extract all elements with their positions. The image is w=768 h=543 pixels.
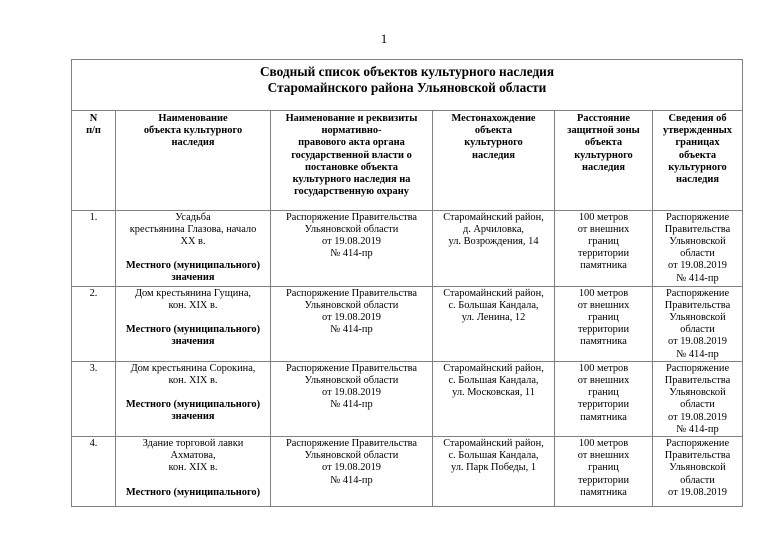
- legal-act-line: Распоряжение Правительства: [285, 362, 418, 374]
- location-line: с. Большая Кандала,: [448, 450, 539, 462]
- table-body: [72, 210, 743, 506]
- column-header-line: объекта: [678, 149, 717, 161]
- protection-distance-line: территории: [577, 474, 630, 486]
- boundaries-info-line: от 19.08.2019: [668, 336, 727, 348]
- legal-act-line: от 19.08.2019: [322, 311, 381, 323]
- document-title: [72, 60, 742, 111]
- location-line: ул. Возрождения, 14: [448, 235, 539, 247]
- boundaries-info-cell: [653, 361, 743, 436]
- column-header-line: наследия: [582, 161, 625, 173]
- legal-act-line: от 19.08.2019: [322, 462, 381, 474]
- protection-distance-line: от внешних: [577, 374, 630, 386]
- boundaries-info-line: Распоряжение: [665, 211, 730, 223]
- row-number: 2.: [72, 286, 116, 361]
- significance-line: значения: [171, 411, 215, 423]
- object-name-cell: [116, 286, 271, 361]
- boundaries-info-line: № 414-пр: [676, 423, 719, 435]
- location-line: с. Большая Кандала,: [448, 299, 539, 311]
- column-header-line: культурного: [668, 161, 727, 173]
- legal-act-line: от 19.08.2019: [322, 387, 381, 399]
- boundaries-info-line: Правительства: [664, 450, 731, 462]
- column-header-line: Наименование: [158, 113, 228, 124]
- location-cell: [433, 286, 555, 361]
- protection-distance-line: границ: [588, 235, 619, 247]
- object-name-cell: [116, 436, 271, 506]
- protection-distance-line: памятника: [580, 486, 627, 498]
- table-row: [72, 286, 743, 361]
- column-header-line: государственную охрану: [294, 186, 409, 198]
- protection-distance-line: 100 метров: [578, 287, 629, 299]
- column-header-line: утвержденных: [663, 125, 732, 137]
- protection-distance-line: границ: [588, 462, 619, 474]
- significance-line: значения: [171, 272, 215, 284]
- legal-act-cell: [271, 361, 433, 436]
- column-header-line: наследия: [171, 137, 215, 149]
- boundaries-info-line: Правительства: [664, 223, 731, 235]
- legal-act-line: № 414-пр: [330, 399, 373, 411]
- protection-distance-line: памятника: [580, 336, 627, 348]
- significance-label: [118, 324, 268, 348]
- column-header-line: объекта культурного: [143, 125, 243, 137]
- object-name-line: Ахматова,: [170, 450, 216, 462]
- boundaries-info-line: Распоряжение: [665, 437, 730, 449]
- object-name-line: кон. XIX в.: [168, 462, 218, 474]
- row-number: 1.: [72, 210, 116, 286]
- document-sheet: [71, 59, 743, 507]
- column-header-line: нормативно-: [321, 125, 382, 137]
- legal-act-line: Распоряжение Правительства: [285, 437, 418, 449]
- protection-distance-line: от внешних: [577, 299, 630, 311]
- protection-distance-line: 100 метров: [578, 437, 629, 449]
- column-header-line: Сведения об: [668, 113, 727, 124]
- significance-line: Местного (муниципального): [125, 323, 261, 335]
- protection-distance-line: границ: [588, 311, 619, 323]
- column-header-line: границах: [675, 137, 720, 149]
- table-header-row: [72, 111, 743, 210]
- significance-label: [118, 260, 268, 284]
- protection-distance-cell: [555, 210, 653, 286]
- page-number: 1: [380, 31, 388, 46]
- legal-act-cell: [271, 286, 433, 361]
- column-header-line: наследия: [676, 174, 719, 186]
- boundaries-info-line: от 19.08.2019: [668, 411, 727, 423]
- column-header-line: п/п: [86, 125, 101, 137]
- heritage-objects-table: [71, 111, 743, 507]
- table-row: [72, 361, 743, 436]
- legal-act-cell: [271, 436, 433, 506]
- column-header-line: правового акта органа: [298, 137, 405, 149]
- protection-distance-line: памятника: [580, 411, 627, 423]
- legal-act-line: от 19.08.2019: [322, 235, 381, 247]
- legal-act-line: Ульяновской области: [304, 374, 399, 386]
- boundaries-info-cell: [653, 210, 743, 286]
- column-header-line: постановке объекта: [305, 161, 398, 173]
- protection-distance-line: от внешних: [577, 223, 630, 235]
- row-number: 3.: [72, 361, 116, 436]
- object-name-line: крестьянина Глазова, начало: [129, 223, 257, 235]
- location-cell: [433, 361, 555, 436]
- boundaries-info-line: Ульяновской: [669, 387, 726, 399]
- boundaries-info-line: от 19.08.2019: [668, 260, 727, 272]
- legal-act-line: № 414-пр: [330, 248, 373, 260]
- boundaries-info-line: Ульяновской: [669, 235, 726, 247]
- significance-line: Местного (муниципального): [125, 399, 261, 411]
- object-name-line: XX в.: [180, 235, 206, 247]
- boundaries-info-line: области: [680, 474, 715, 486]
- location-line: Старомайнский район,: [443, 362, 544, 374]
- boundaries-info-line: Ульяновской: [669, 462, 726, 474]
- column-header-line: Местонахождение: [451, 113, 536, 124]
- significance-line: значения: [171, 336, 215, 348]
- legal-act-line: Распоряжение Правительства: [285, 211, 418, 223]
- significance-line: Местного (муниципального): [125, 260, 261, 272]
- table-row: [72, 436, 743, 506]
- location-line: с. Большая Кандала,: [448, 374, 539, 386]
- column-header-line: N: [89, 113, 98, 124]
- protection-distance-line: границ: [588, 387, 619, 399]
- object-name-line: Усадьба: [175, 211, 211, 223]
- boundaries-info-cell: [653, 286, 743, 361]
- protection-distance-line: территории: [577, 399, 630, 411]
- boundaries-info-line: области: [680, 248, 715, 260]
- boundaries-info-line: Правительства: [664, 299, 731, 311]
- object-name-cell: [116, 210, 271, 286]
- legal-act-line: № 414-пр: [330, 474, 373, 486]
- column-header-object-name: [116, 111, 271, 210]
- location-line: ул. Ленина, 12: [461, 311, 526, 323]
- title-line-1: Сводный список объектов культурного наследия: [259, 64, 555, 79]
- protection-distance-cell: [555, 361, 653, 436]
- column-header-line: Расстояние: [577, 113, 630, 124]
- location-line: Старомайнский район,: [443, 437, 544, 449]
- boundaries-info-line: области: [680, 324, 715, 336]
- object-name-line: Здание торговой лавки: [142, 437, 244, 449]
- column-header-protection-distance: [555, 111, 653, 210]
- protection-distance-cell: [555, 436, 653, 506]
- object-name-line: Дом крестьянина Сорокина,: [130, 362, 256, 374]
- column-header-line: объекта: [474, 125, 513, 137]
- column-header-boundaries-info: [653, 111, 743, 210]
- legal-act-line: Ульяновской области: [304, 223, 399, 235]
- object-name-line: кон. XIX в.: [168, 374, 218, 386]
- boundaries-info-line: от 19.08.2019: [668, 486, 727, 498]
- boundaries-info-line: Ульяновской: [669, 311, 726, 323]
- boundaries-info-line: Распоряжение: [665, 362, 730, 374]
- object-name-line: Дом крестьянина Гущина,: [134, 287, 252, 299]
- legal-act-line: № 414-пр: [330, 324, 373, 336]
- boundaries-info-line: Правительства: [664, 374, 731, 386]
- column-header-line: объекта: [584, 137, 623, 149]
- protection-distance-line: территории: [577, 324, 630, 336]
- location-line: Старомайнский район,: [443, 211, 544, 223]
- boundaries-info-line: № 414-пр: [676, 348, 719, 360]
- location-cell: [433, 436, 555, 506]
- column-header-legal-act: [271, 111, 433, 210]
- protection-distance-line: памятника: [580, 260, 627, 272]
- table-row: [72, 210, 743, 286]
- column-header-line: государственной власти о: [291, 149, 412, 161]
- boundaries-info-cell: [653, 436, 743, 506]
- location-line: д. Арчиловка,: [462, 223, 525, 235]
- legal-act-line: Ульяновской области: [304, 450, 399, 462]
- object-name-line: кон. XIX в.: [168, 299, 218, 311]
- column-header-number: [72, 111, 116, 210]
- boundaries-info-line: области: [680, 399, 715, 411]
- significance-label: [118, 399, 268, 423]
- column-header-line: культурного наследия на: [292, 174, 411, 186]
- boundaries-info-line: Распоряжение: [665, 287, 730, 299]
- location-line: ул. Московская, 11: [452, 387, 535, 399]
- column-header-line: Наименование и реквизиты: [285, 113, 418, 124]
- protection-distance-line: территории: [577, 248, 630, 260]
- significance-line: Местного (муниципального): [125, 486, 261, 498]
- object-name-cell: [116, 361, 271, 436]
- column-header-line: культурного: [464, 137, 523, 149]
- legal-act-line: Распоряжение Правительства: [285, 287, 418, 299]
- significance-label: [118, 487, 268, 499]
- protection-distance-line: от внешних: [577, 450, 630, 462]
- protection-distance-line: 100 метров: [578, 211, 629, 223]
- protection-distance-cell: [555, 286, 653, 361]
- legal-act-cell: [271, 210, 433, 286]
- column-header-line: культурного: [574, 149, 633, 161]
- title-line-2: Старомайнского района Ульяновской области: [267, 80, 547, 95]
- location-cell: [433, 210, 555, 286]
- row-number: 4.: [72, 436, 116, 506]
- location-line: ул. Парк Победы, 1: [450, 462, 537, 474]
- column-header-line: защитной зоны: [567, 125, 640, 137]
- legal-act-line: Ульяновской области: [304, 299, 399, 311]
- protection-distance-line: 100 метров: [578, 362, 629, 374]
- column-header-line: наследия: [472, 149, 515, 161]
- location-line: Старомайнский район,: [443, 287, 544, 299]
- column-header-location: [433, 111, 555, 210]
- boundaries-info-line: № 414-пр: [676, 272, 719, 284]
